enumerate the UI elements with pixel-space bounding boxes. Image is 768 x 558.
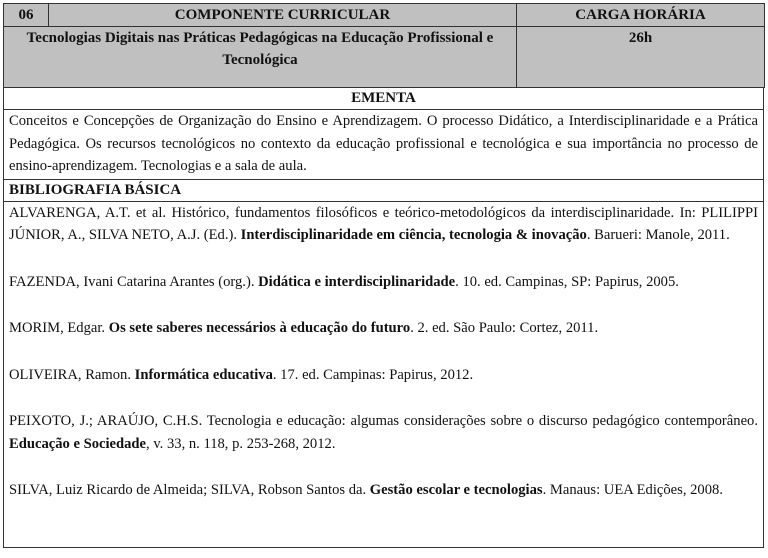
reference-title: Interdisciplinaridade em ciência, tecnologia & inovação [240, 227, 587, 243]
reference-title: Informática educativa [134, 366, 273, 383]
component-name: Tecnologias Digitais nas Práticas Pedagógicas na Educação Profissional e Tecnológica [4, 27, 517, 88]
workload-label: CARGA HORÁRIA [517, 4, 765, 27]
reference-details: . 17. ed. Campinas: Papirus, 2012. [272, 366, 474, 383]
reference-details: . 10. ed. Campinas, SP: Papirus, 2005. [455, 273, 679, 290]
reference-item [9, 364, 758, 387]
bibliography-list [4, 201, 764, 547]
bibliography-heading-row [4, 179, 764, 201]
content-table [3, 87, 764, 548]
ementa-row [4, 110, 764, 180]
bibliography-row [4, 201, 764, 547]
reference-item [9, 479, 758, 502]
ementa-text: Conceitos e Concepções de Organização do Ensino e Aprendizagem. O processo Didático, a Interdisciplinaridade e a Prática Pedagógica. Os recursos tecnológicos no contexto da educação profissional e tecnológica e sua importância no processo de ensino-aprendizagem. Tecnologias e a sala de aula. [4, 110, 764, 180]
reference-item [9, 271, 758, 294]
header-row [4, 4, 765, 27]
title-row [4, 27, 765, 88]
reference-authors: OLIVEIRA, Ramon. [9, 366, 135, 383]
reference-title: Educação e Sociedade [9, 435, 147, 452]
reference-details: . Barueri: Manole, 2011. [586, 227, 730, 243]
reference-item [9, 202, 758, 247]
bibliography-heading: BIBLIOGRAFIA BÁSICA [4, 179, 764, 201]
reference-details: , v. 33, n. 118, p. 253-268, 2012. [146, 435, 336, 452]
component-label: COMPONENTE CURRICULAR [49, 4, 517, 27]
component-number: 06 [4, 4, 49, 27]
reference-details: . Manaus: UEA Edições, 2008. [542, 482, 723, 498]
reference-details: . 2. ed. São Paulo: Cortez, 2011. [410, 320, 599, 336]
reference-item [9, 410, 758, 455]
reference-authors: SILVA, Luiz Ricardo de Almeida; SILVA, Robson Santos da. [9, 482, 370, 498]
reference-title: Os sete saberes necessários à educação do futuro [108, 320, 411, 336]
reference-item [9, 317, 758, 340]
header-table [3, 3, 765, 88]
ementa-heading: EMENTA [4, 88, 764, 110]
reference-authors: FAZENDA, Ivani Catarina Arantes (org.). [9, 273, 259, 290]
reference-title: Gestão escolar e tecnologias [369, 482, 543, 498]
reference-title: Didática e interdisciplinaridade [258, 273, 456, 290]
reference-authors: PEIXOTO, J.; ARAÚJO, C.H.S. Tecnologia e educação: algumas considerações sobre o discurso pedagógico contemporâneo. [9, 413, 758, 429]
curriculum-component-document [3, 3, 764, 548]
workload-value: 26h [517, 27, 765, 88]
reference-authors: ALVARENGA, A.T. et al. Histórico, fundamentos filosóficos e teórico-metodológicos da interdisciplinaridade. In: PLILIPPI JÚNIOR, A., SILVA NETO, A.J. (Ed.). [9, 204, 758, 243]
reference-authors: MORIM, Edgar. [9, 320, 109, 336]
ementa-heading-row [4, 88, 764, 110]
